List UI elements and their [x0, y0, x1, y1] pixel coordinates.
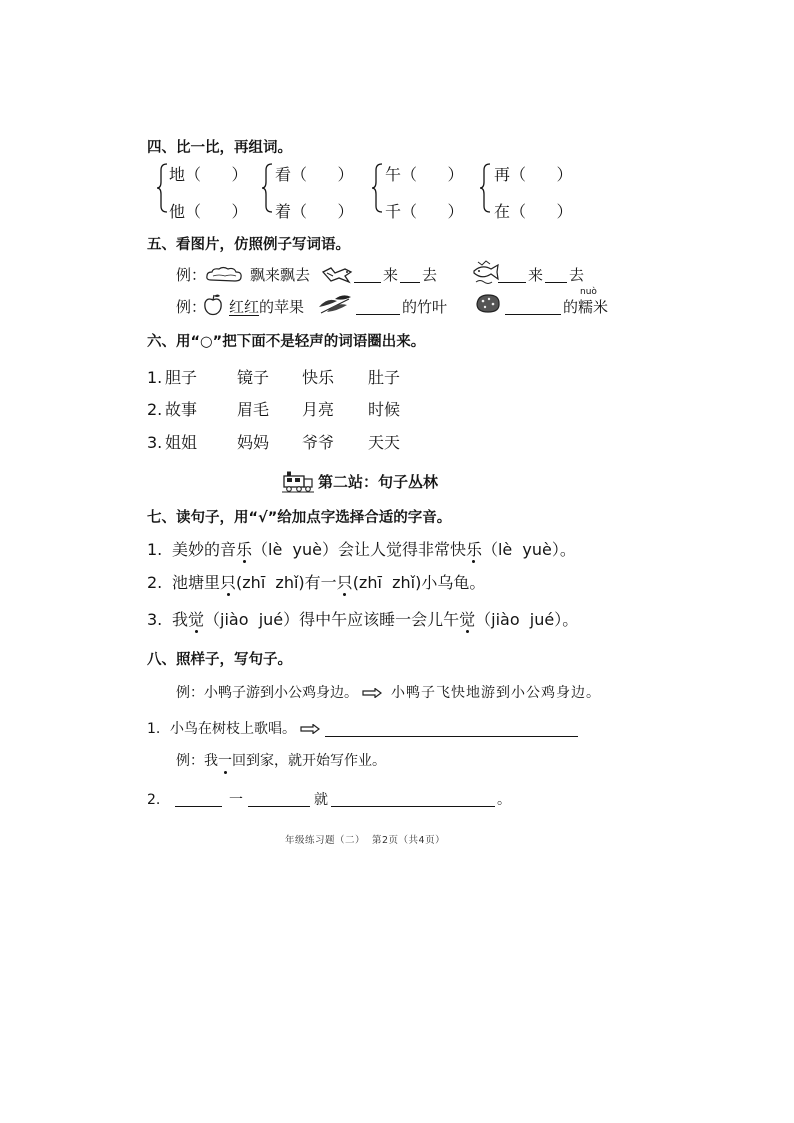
dotted-char: 觉: [188, 610, 205, 629]
sentence-text: (zhī zhǐ)有一: [236, 573, 337, 592]
word: 时候: [368, 400, 401, 419]
sentence-text: 美妙的音: [172, 540, 237, 559]
sentence-number: 3.: [147, 610, 163, 629]
word: 故事: [165, 400, 198, 419]
connector-word: 就: [314, 792, 328, 808]
answer-blank: [505, 314, 561, 315]
brace-icon: [156, 162, 168, 214]
sentence-number: 2.: [147, 573, 163, 592]
answer-blank: [498, 282, 526, 283]
phrase-char: 来: [528, 266, 544, 284]
group2-bottom-word: 着（ ）: [275, 202, 354, 221]
answer-line: [325, 736, 578, 737]
word: 眉毛: [237, 400, 270, 419]
dotted-char: 一: [218, 753, 232, 769]
phrase-char: 去: [569, 266, 585, 284]
group4-bottom-word: 在（ ）: [494, 202, 573, 221]
answer-blank: [354, 282, 381, 283]
section8-heading: 八、照样子，写句子。: [147, 652, 292, 668]
example-phrase: 飘来飘去: [250, 266, 311, 284]
example-label: 例：: [176, 753, 204, 769]
sentence: [172, 541, 576, 559]
pinyin-annotation: nuò: [580, 287, 597, 297]
answer-blank: [356, 314, 400, 315]
word: 快乐: [302, 368, 335, 387]
arrow-right-icon: [300, 724, 320, 734]
sentence-text: （lè yuè）会让人觉得非常快: [252, 540, 466, 559]
word: 爷爷: [302, 433, 335, 452]
section4-heading: 四、比一比，再组词。: [147, 140, 292, 156]
word: 镜子: [237, 368, 270, 387]
sentence-text: 我: [172, 610, 189, 629]
example-phrase: [229, 298, 304, 316]
sentence: [172, 574, 485, 592]
sentence-text: 池塘里: [172, 573, 221, 592]
word: 妈妈: [237, 433, 270, 452]
cloud-icon: [205, 266, 243, 284]
group1-top-word: 地（ ）: [169, 165, 248, 184]
footer-page-number: 第2页（共4页）: [372, 835, 446, 846]
end-punctuation: 。: [497, 792, 511, 808]
answer-blank: [400, 282, 420, 283]
connector-word: 一: [229, 792, 243, 808]
example-rest: 的苹果: [259, 298, 305, 316]
phrase-suffix: 的竹叶: [402, 298, 448, 316]
phrase-char: 去: [422, 266, 438, 284]
example-label: 例：: [176, 298, 207, 316]
word: 胆子: [165, 368, 198, 387]
word: 姐姐: [165, 433, 198, 452]
section7-heading: 七、读句子，用“√”给加点字选择合适的字音。: [147, 510, 452, 526]
sentence-text: （jiào jué）得中午应该睡一会儿午: [204, 610, 460, 629]
brace-icon: [261, 162, 273, 214]
item-number: 1.: [147, 721, 161, 737]
example-before: 小鸭子游到小公鸡身边。: [204, 685, 358, 701]
phrase-suffix: 的糯米: [563, 298, 609, 316]
dotted-char: 觉: [459, 610, 476, 629]
item-number: 2.: [147, 792, 161, 808]
group3-top-word: 午（ ）: [385, 165, 464, 184]
section6-heading: 六、用“○”把下面不是轻声的词语圈出来。: [147, 334, 426, 350]
word: 肚子: [368, 368, 401, 387]
phrase-char: 来: [383, 266, 399, 284]
row-number: 1.: [147, 368, 163, 387]
train-icon: [282, 470, 314, 493]
answer-blank: [545, 282, 567, 283]
word: 月亮: [302, 400, 335, 419]
group4-top-word: 再（ ）: [494, 165, 573, 184]
dotted-char: 乐: [465, 540, 482, 559]
dotted-char: 乐: [236, 540, 253, 559]
row-number: 3.: [147, 433, 163, 452]
sentence-text: （lè yuè）。: [481, 540, 576, 559]
brace-icon: [479, 162, 491, 214]
apple-icon: [202, 293, 224, 317]
bamboo-leaves-icon: [317, 293, 353, 315]
group2-top-word: 看（ ）: [275, 165, 354, 184]
sentence-text: (zhī zhǐ)小乌龟。: [352, 573, 486, 592]
example-text: 回到家，就开始写作业。: [232, 753, 386, 769]
item-sentence: 小鸟在树枝上歌唱。: [170, 721, 296, 737]
group3-bottom-word: 千（ ）: [385, 202, 464, 221]
row-number: 2.: [147, 400, 163, 419]
answer-line: [175, 806, 222, 807]
example-after: 小鸭子飞快地游到小公鸡身边。: [391, 685, 601, 701]
station-title: 第二站：句子丛林: [318, 473, 439, 491]
section5-heading: 五、看图片，仿照例子写词语。: [147, 237, 350, 253]
example-label: 例：: [176, 266, 207, 284]
sticky-rice-icon: [474, 292, 502, 314]
dotted-char: 只: [336, 573, 353, 592]
example-marked-word: 红红: [229, 298, 260, 316]
sentence-number: 1.: [147, 540, 163, 559]
fish-icon: [470, 259, 500, 285]
example-sentence: [176, 752, 386, 770]
arrow-right-icon: [362, 688, 382, 698]
group1-bottom-word: 他（ ）: [169, 202, 248, 221]
answer-line: [248, 806, 310, 807]
answer-line: [331, 806, 495, 807]
example-label: 例：: [176, 685, 204, 701]
brace-icon: [371, 162, 383, 214]
sentence-text: （jiào jué）。: [475, 610, 579, 629]
word: 天天: [368, 433, 401, 452]
bird-icon: [321, 264, 353, 286]
dotted-char: 只: [220, 573, 237, 592]
example-text: 我: [204, 753, 218, 769]
footer-title: 年级练习题（二）: [285, 835, 366, 846]
sentence: [172, 611, 578, 629]
example-sentence: [176, 684, 358, 702]
